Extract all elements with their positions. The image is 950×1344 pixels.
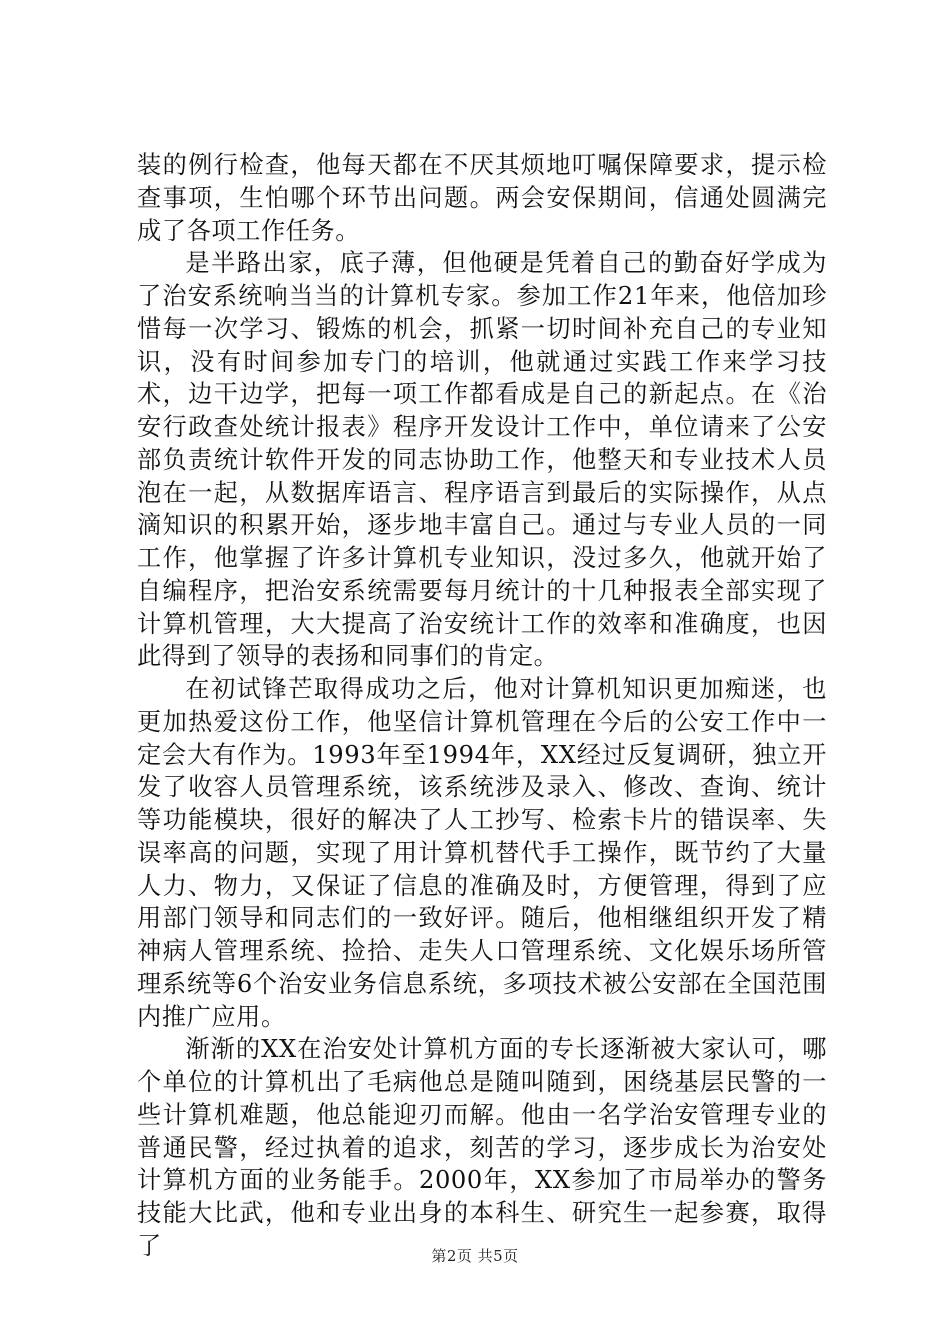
page-footer: 第2页 共5页 bbox=[431, 1247, 519, 1265]
paragraph-1: 装的例行检查，他每天都在不厌其烦地叮嘱保障要求，提示检查事项，生怕哪个环节出问题。两会安保期间，信通处圆满完成了各项工作任务。 bbox=[137, 151, 827, 245]
paragraph-3: 在初试锋芒取得成功之后，他对计算机知识更加痴迷，也更加热爱这份工作，他坚信计算机管理在今后的公安工作中一定会大有作为。1993年至1994年，XX经过反复调研，独立开发了收容人员管理系统，该系统涉及录入、修改、查询、统计等功能模块，很好的解决了人工抄写、检索卡片的错误率、失误率高的问题，实现了用计算机替代手工操作，既节约了大量人力、物力，又保证了信息的准确及时，方便管理，得到了应用部门领导和同志们的一致好评。随后，他相继组织开发了精神病人管理系统、捡拾、走失人口管理系统、文化娱乐场所管理系统等6个治安业务信息系统，多项技术被公安部在全国范围内推广应用。 bbox=[137, 675, 827, 1031]
document-body bbox=[137, 149, 827, 1263]
paragraph-2: 是半路出家，底子薄，但他硬是凭着自己的勤奋好学成为了治安系统响当当的计算机专家。参加工作21年来，他倍加珍惜每一次学习、锻炼的机会，抓紧一切时间补充自己的专业知识，没有时间参加专门的培训，他就通过实践工作来学习技术，边干边学，把每一项工作都看成是自己的新起点。在《治安行政查处统计报表》程序开发设计工作中，单位请来了公安部负责统计软件开发的同志协助工作，他整天和专业技术人员泡在一起，从数据库语言、程序语言到最后的实际操作，从点滴知识的积累开始，逐步地丰富自己。通过与专业人员的一同工作，他掌握了许多计算机专业知识，没过多久，他就开始了自编程序，把治安系统需要每月统计的十几种报表全部实现了计算机管理，大大提高了治安统计工作的效率和准确度，也因此得到了领导的表扬和同事们的肯定。 bbox=[137, 249, 827, 671]
paragraph-4: 渐渐的XX在治安处计算机方面的专长逐渐被大家认可，哪个单位的计算机出了毛病他总是随叫随到，困绕基层民警的一些计算机难题，他总能迎刃而解。他由一名学治安管理专业的普通民警，经过执着的追求，刻苦的学习，逐步成长为治安处计算机方面的业务能手。2000年，XX参加了市局举办的警务技能大比武，他和专业出身的本科生、研究生一起参赛，取得了 bbox=[137, 1035, 827, 1260]
